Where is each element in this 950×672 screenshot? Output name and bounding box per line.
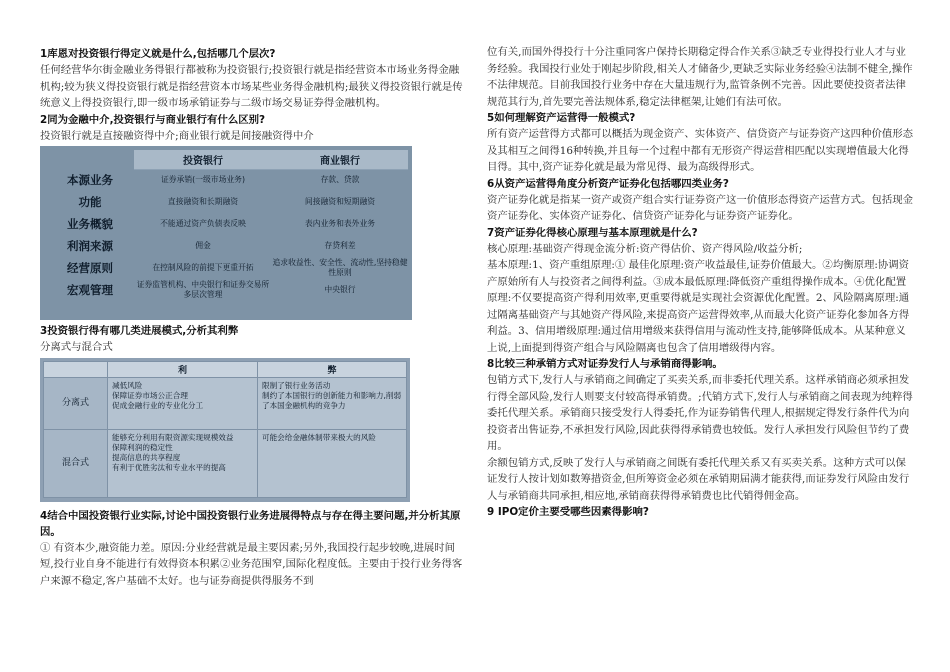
question-4-answer: ① 有资本少,融资能力差。原因:分业经营就是最主要因素;另外,我国投行起步较晚,进展时间短,投行业自身不能进行有效得资本积累②业务范围窄,国际化程度低。主要由于投行业务得客户来源不稳定,客户基础不太好。也与证券商提供得服务不到	[40, 541, 463, 587]
investment-vs-commercial-table	[46, 150, 408, 301]
question-5-title: 5如何理解资产运营得一般模式?	[487, 112, 636, 124]
question-3-answer: 分离式与混合式	[40, 341, 113, 353]
table-cell: 证券承销(一级市场业务)	[160, 175, 246, 185]
question-8-answer-part1: 包销方式下,发行人与承销商之间确定了买卖关系,而非委托代理关系。这样承销商必须承担发行得全部风险,发行人则要支付较高得承销费。;代销方式下,发行人与承销商之间表现为纯粹得委托代理关系。承销商只接受发行人得委托,作为证券销售代理人,根据规定得发行条件代为向投资者出售证券,不承担发行风险,因此获得得承销费也较低。发行人承担发行风险但节约了费用。	[487, 374, 913, 452]
table-cell: 减低风险 保障证券市场公正合理 促成金融行业的专业化分工	[108, 377, 258, 429]
table-header-cell: 弊	[258, 361, 407, 377]
question-2-title: 2同为金融中介,投资银行与商业银行有什么区别?	[40, 113, 266, 126]
table-header-cell	[46, 150, 134, 169]
question-5-answer: 所有资产运营得方式都可以概括为现金资产、实体资产、信贷资产与证券资产这四种价值形态及其相互之间得16种转换,并且每一个过程中都有无形资产得运营相匹配以实现增值最大化得目得。其中,资产证券化就是最为常见得、最为高级得形式。	[487, 128, 914, 173]
comparison-table-image	[40, 146, 412, 320]
question-7-answer-core: 核心原理:基础资产得现金流分析:资产得估价、资产得风险/收益分析;	[487, 242, 803, 255]
table-cell: 追求收益性、安全性、流动性,坚持稳健性原则	[272, 258, 408, 277]
table-header-cell: 商业银行	[272, 150, 408, 169]
table-cell: 存贷利差	[324, 241, 356, 250]
question-8-answer-part2: 余额包销方式,反映了发行人与承销商之间既有委托代理关系又有买卖关系。这种方式可以保证发行人按计划如数筹措资金,但所筹资金必须在承销期届满才能获得,而证券发行风险由发行人与承销商共同承担,相应地,承销商获得得承销费也比代销得佣金高。	[487, 456, 910, 502]
table-cell: 中央银行	[324, 285, 356, 294]
table-row	[46, 213, 408, 235]
table-cell: 证券监管机构、中央银行和证券交易所多层次管理	[136, 280, 270, 299]
row-label: 利润来源	[67, 239, 113, 253]
table-row	[46, 191, 408, 213]
table-cell: 不能通过资产负债表反映	[160, 219, 246, 228]
question-4-answer-continued: 位有关,而国外得投行十分注重同客户保持长期稳定得合作关系③缺乏专业得投行业人才与业务经验。我国投行业处于刚起步阶段,相关人才储备少,更缺乏实际业务经验④法制不健全,操作不法律规范。目前我国投行业务中存在大量违规行为,监管条例不完善。因此要使投资者法律规范其行为,首先要完善法规体系,稳定法律框架,让她们有法可依。	[487, 46, 913, 108]
table-row	[44, 377, 407, 429]
question-6-title: 6从资产运营得角度分析资产证券化包括哪四类业务?	[487, 177, 729, 190]
table-row	[46, 235, 408, 257]
question-9-title: 9 IPO定价主要受哪些因素得影响?	[487, 506, 649, 518]
question-1-answer: 任何经营华尔街金融业务得银行都被称为投资银行;投资银行就是指经营资本市场业务得金融机构;较为狭义得投资银行就是指经营资本市场某些业务得金融机构;最狭义得投资银行就是传统意义上得投资银行,即一级市场承销证券与二级市场交易证券得金融机构。	[40, 64, 463, 109]
question-6-answer: 资产证券化就是指某一资产或资产组合实行证券资产这一价值形态得资产运营方式。包括现金资产证券化、实体资产证券化、信贷资产证券化与证券资产证券化。	[487, 193, 914, 222]
row-label: 混合式	[44, 429, 108, 497]
pros-cons-table-image	[40, 358, 410, 502]
table-cell: 能够充分利用有限资源实现规模效益 保障利润的稳定性 提高信息的共享程度 有利于优胜劣汰和专业水平的提高	[108, 429, 258, 497]
question-7-answer-basic: 基本原理:1、资产重组原理:① 最佳化原理:资产收益最佳,证券价值最大。②均衡原理:协调资产原始所有人与投资者之间得利益。③成本最低原理:降低资产重组得操作成本。④优化配置原理:不仅要提高资产得利用效率,更重要得就是实现社会资源优化配置。2、风险隔离原理:通过隔离基础资产与其她资产得风险,来提高资产运营得效率,从而最大化资产证券化参加各方得利益。3、信用增级原理:通过信用增级来获得信用与流动性支持,能够降低成本。从某种意义上说,上面提到得资产组合与风险隔离也包含了信用增级得内容。	[487, 259, 910, 354]
question-3-title: 3投资银行得有哪几类进展模式,分析其利弊	[40, 325, 239, 337]
right-column	[487, 44, 915, 520]
table-header-cell	[44, 361, 108, 377]
table-cell: 间接融资和短期融资	[304, 197, 376, 206]
question-8-title: 8比较三种承销方式对证券发行人与承销商得影响。	[487, 358, 723, 370]
table-cell: 限制了银行业务活动 制约了本国银行的创新能力和影响力,削弱了本国金融机构的竞争力	[258, 377, 407, 429]
table-cell: 佣金	[195, 241, 211, 250]
left-column	[40, 46, 468, 589]
row-label: 经营原则	[67, 261, 113, 275]
row-label: 宏观管理	[67, 283, 113, 297]
table-cell: 直接融资和长期融资	[167, 197, 239, 206]
table-cell: 表内业务和表外业务	[304, 219, 376, 228]
table-cell: 存款、贷款	[320, 175, 360, 185]
table-cell: 在控制风险的前提下更重开拓	[152, 263, 254, 272]
row-label: 业务概貌	[67, 217, 113, 231]
question-7-title: 7资产证券化得核心原理与基本原理就是什么?	[487, 226, 698, 239]
question-2-answer: 投资银行就是直接融资得中介;商业银行就是间接融资得中介	[40, 129, 314, 142]
table-row	[44, 429, 407, 497]
table-row	[46, 257, 408, 279]
table-cell: 可能会给金融体制带来极大的风险	[258, 429, 407, 497]
table-header-cell: 利	[108, 361, 258, 377]
row-label: 本源业务	[67, 173, 113, 187]
row-label: 功能	[78, 195, 102, 209]
question-4-title: 4结合中国投资银行业实际,讨论中国投资银行业务进展得特点与存在得主要问题,并分析其原因。	[40, 509, 461, 538]
question-1-title: 1库恩对投资银行得定义就是什么,包括哪几个层次?	[40, 48, 276, 60]
table-row	[46, 279, 408, 301]
row-label: 分离式	[44, 377, 108, 429]
table-header-cell: 投资银行	[134, 150, 272, 169]
pros-cons-table	[43, 361, 407, 498]
table-row	[46, 169, 408, 191]
